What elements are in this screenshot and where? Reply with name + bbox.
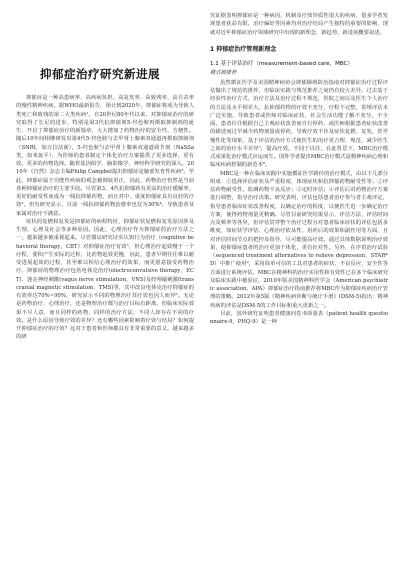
- left-paragraph-1: 抑郁症是一种高患病率、高疾病负担、高复发率、高致残率、高自杀率的慢性精神疾病。据WHO最新报告，预计到2020年，抑郁症将成为导致人类死亡和致残的第二大类疾病¹。自20世纪80年代以来，对抑郁症治疗的研究取得了长足的进步，特别是第3代抗抑郁剂5-羟色胺再摄取抑制剂的诞生，开启了抑郁症治疗的新篇章，大大增加了药物治疗的安全性，方便性。随后10年间相继研发出第4代5-羟色胺与去甲肾上腺素双通道再摄取抑制剂（SNRI，如万拉法新），5-羟色胺与去甲肾上腺素双通道调节剂（NaSSa类，如米氮平），为医师的患者制定个体化治疗方案提供了更多选择，更有效，更多的药物选择。随着基因组学、脑影像学、神经科学研究的深入，2010年《自然》杂志主编Philip Campbel提出抑郁症是脑部发育性疾病²。至此，抑郁症属于功能性疾病的观念被彻底更正，因此，药物治疗仍然是当前各种抑郁症治疗的主要手段。尽管第3、4代抗抑郁药有更高的治疗缓解率，更好的耐受性而成为一线抗抑郁药物，而且对中、重度抑郁症具有良好的疗效³。但有研究显示，目前一线抗抑郁药物治愈率也仅为30%⁴。导致患者及家属对治疗不满意。: [16, 95, 194, 217]
- left-column: [16, 94, 194, 342]
- section-heading-1-1: 1.1 基于评估治疗（measurement-based care，MBC）: [210, 60, 353, 67]
- left-paragraph-2: 症状的复燃和复发是抑郁症的病程特征，抑郁症状复燃和复发原因涉及生理、心理及社会等多种原因。因此，心理治疗作为抑郁症的治疗方法之一，越来越多被重视起来。尽管循证研究证实认知行为治疗（cognitive behavioral therapy，CBT）对抑郁症治疗有效⁵，但心理治疗起效慢于一个疗程，要积产生实际的过程，比药物起效更慢，因此，患者早期往往难以耐受进展起效的过程，甚至难以相信心理治疗的效果，而更愿意接受药物治疗。抑郁症的物理治疗包括电休克治疗(electroconvulsive therapy，ECT)、迷走神经刺激(vagus nerve stimulation，VNS)及经颅磁刺激(transcranial magnetic stimulation，TMS)等，其中改良电休克治疗抑郁症的有效率达70%~90%，研究显示不同的物理治疗其疗效也因人而异⁶。无论是药物治疗、心理治疗，还是物理治疗都与治疗目标有距离，但临床实际效果不尽人意，而且同样的药物，同样的治疗方法，不同人却存在不同的疗效。是什么原因导致疗效的差异？还有哪些因素影响着疗效与结局？如何提升抑郁症治疗的疗效？这对于患者和医师都具有非常重要的意义。越来越多的研: [16, 218, 194, 341]
- article-title: 抑郁症治疗研究新进展: [40, 67, 160, 81]
- right-paragraph-1: 虽然循证医学及美国精神病协会抑郁障碍防治指南对抑郁症治疗过程评估做出了规范的推荐，但临床实践与规范推荐之间仍有较大差异。过去基于经验性治疗方式，治疗方法及治疗过程不规范，医院之间以及医生个人治疗的方法及水平相差大，抗抑郁药物的疗效不充分，疗程不完整，常规评估未广泛实施，导致患者或医师对临床症状、社会生活功能了解不充分，不全面，患者往往根据自己主观症状改善而自行停药，或医师根据患者症状改善的描述而过早减少药物剂量或停药，导致疗效不佳及症状复燃、复发，甚至慢性化等现象，基于评估的治疗方式使医生的治疗更合理、规范，减少医生之间的治疗水平差异⁷，提高疗效。不同于以往，在此背景下，MBC治疗模式成果化治疗模式应运而生。国外学者提出MBC治疗模式是精神疾病心理和临床疾病控制的新范本⁸。: [210, 79, 388, 169]
- right-paragraph-3: 目前，国外研究证明患者健康问卷-9项量表（patient health questionnaire-9，PHQ-9）是一种: [210, 310, 388, 325]
- section-heading-1: 1 抑郁症治疗管理新理念: [210, 45, 277, 53]
- right-paragraph-2: MBC是一种在临床实践中实施循证医学路径的治疗模式，由以下几部分组成：①选择评估症状及严重程度，体现症状和抗抑郁药物耐受性等；②评估药物耐受性，监测药物不良反应；③定时评估；④评估后对药物治疗方案进行调整，指导治疗决策。研究表明，评估包括患者治疗参与者主观评定，指导患者临床症状改善程度，以确定治疗的程度，以便医生进一步确定治疗方案，使得药物剂量更精确。尽管目前研究结果显示，评估方法、评估时间点及频率等各异，但评估贯穿整个治疗过程且对患者临床症状的评估包括多维度，如症状学评估、心理治疗依从性、用药后的效果和副作用等方面，且对评估时间节点的把控及指导，尽可能提高疗效。通过具体数据说明治疗效果，使抑郁症患者的治疗更加个体化，更有针对性。另外，在序贯治疗试验（sequenced treatment alternatives to relieve depression，STAR*D）中推广使用⁹，采用简单可信的工具对患者的症状，不良反应，安全性等方面进行系统评估。MBC在精神科的治疗实用性和有效性已在多个临床研究及临床实践中被验证，2010年版美国精神科医学会（American psychiatric association，APA）抑郁症治疗指南推荐将MBC作为抑郁症疾病治疗管理的策略。2012年第5版《精神疾病诊断与统计手册》(DSM-5)指出：精神疾病的评估是DSM-5的工作目标和重大更新之一。: [210, 170, 388, 309]
- right-intro-paragraph: 究证据表明抑郁症是一种病因、机制及疗效异质性很大的疾病，很多学者发现患者获益有限，治疗偏好等因素均对治疗结局产生独特的重要的影响，现就对近年抑郁症治疗领域研究中出现的新理念，新趋势，新进展概要叙述。: [210, 13, 388, 36]
- section-subheading-1-1: 模式被推荐: [210, 69, 237, 76]
- right-column: [210, 12, 388, 326]
